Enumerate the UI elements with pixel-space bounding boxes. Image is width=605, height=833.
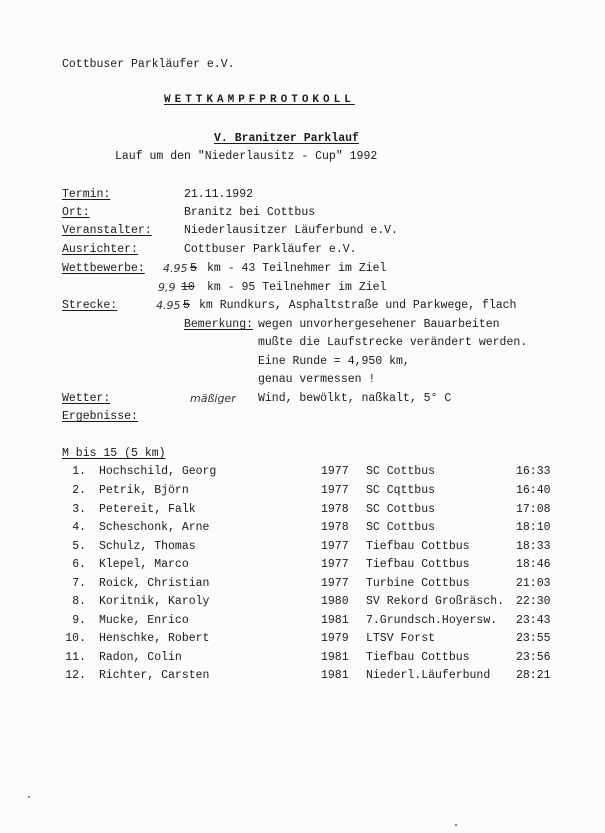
finish-time: 23:56 bbox=[516, 651, 551, 664]
table-row bbox=[0, 651, 605, 669]
birth-year: 1978 bbox=[321, 503, 349, 516]
wettbewerbe-hand-1: 4.95 bbox=[163, 262, 188, 275]
ausrichter-value: Cottbuser Parkläufer e.V. bbox=[184, 243, 357, 256]
table-row bbox=[0, 632, 605, 650]
table-row bbox=[0, 669, 605, 687]
finish-time: 22:30 bbox=[516, 595, 551, 608]
wetter-hand: mäßiger bbox=[190, 392, 236, 405]
club: SC Cottbus bbox=[366, 465, 436, 478]
wetter-value: Wind, bewölkt, naßkalt, 5° C bbox=[258, 392, 452, 405]
athlete-name: Richter, Carsten bbox=[99, 669, 210, 682]
table-row bbox=[0, 503, 605, 521]
wettbewerbe-strike-2: 10 bbox=[181, 281, 195, 294]
event-subtitle: Lauf um den "Niederlausitz - Cup" 1992 bbox=[115, 150, 378, 163]
finish-time: 17:08 bbox=[516, 503, 551, 516]
rank: 1. bbox=[72, 465, 86, 478]
athlete-name: Petrik, Björn bbox=[99, 484, 189, 497]
rank: 10. bbox=[65, 632, 86, 645]
club: SC Cottbus bbox=[366, 521, 436, 534]
rank: 8. bbox=[72, 595, 86, 608]
rank: 7. bbox=[72, 577, 86, 590]
veranstalter-value: Niederlausitzer Läuferbund e.V. bbox=[184, 224, 398, 237]
strecke-label: Strecke: bbox=[62, 299, 118, 312]
wettbewerbe-strike-1: 5 bbox=[190, 262, 197, 275]
finish-time: 16:40 bbox=[516, 484, 551, 497]
ergebnisse-label: Ergebnisse: bbox=[62, 410, 138, 423]
finish-time: 23:55 bbox=[516, 632, 551, 645]
club: Niederl.Läuferbund bbox=[366, 669, 491, 682]
club: SC Cottbus bbox=[366, 503, 436, 516]
finish-time: 21:03 bbox=[516, 577, 551, 590]
wettbewerbe-line-2: km - 95 Teilnehmer im Ziel bbox=[207, 281, 387, 294]
termin-value: 21.11.1992 bbox=[184, 188, 254, 201]
bemerkung-line-3: Eine Runde = 4,950 km, bbox=[258, 355, 410, 368]
athlete-name: Henschke, Robert bbox=[99, 632, 210, 645]
athlete-name: Klepel, Marco bbox=[99, 558, 189, 571]
rank: 5. bbox=[72, 540, 86, 553]
athlete-name: Schulz, Thomas bbox=[99, 540, 196, 553]
table-row bbox=[0, 465, 605, 483]
rank: 9. bbox=[72, 614, 86, 627]
rank: 11. bbox=[65, 651, 86, 664]
table-row bbox=[0, 521, 605, 539]
event-title: V. Branitzer Parklauf bbox=[214, 132, 359, 145]
club: 7.Grundsch.Hoyersw. bbox=[366, 614, 498, 627]
athlete-name: Mucke, Enrico bbox=[99, 614, 189, 627]
document-title: WETTKAMPFPROTOKOLL bbox=[164, 94, 355, 106]
bemerkung-line-4: genau vermessen ! bbox=[258, 373, 376, 386]
table-row bbox=[0, 614, 605, 632]
club: Tiefbau Cottbus bbox=[366, 651, 470, 664]
club: SV Rekord Großräsch. bbox=[366, 595, 505, 608]
veranstalter-label: Veranstalter: bbox=[62, 224, 152, 237]
athlete-name: Radon, Colin bbox=[99, 651, 182, 664]
bemerkung-line-2: mußte die Laufstrecke verändert werden. bbox=[258, 336, 528, 349]
athlete-name: Koritnik, Karoly bbox=[99, 595, 210, 608]
bemerkung-line-1: wegen unvorhergesehener Bauarbeiten bbox=[258, 318, 500, 331]
table-row bbox=[0, 595, 605, 613]
finish-time: 18:10 bbox=[516, 521, 551, 534]
finish-time: 18:33 bbox=[516, 540, 551, 553]
club: Turbine Cottbus bbox=[366, 577, 470, 590]
table-row bbox=[0, 558, 605, 576]
rank: 4. bbox=[72, 521, 86, 534]
birth-year: 1977 bbox=[321, 540, 349, 553]
wettbewerbe-hand-2: 9,9 bbox=[158, 281, 176, 294]
termin-label: Termin: bbox=[62, 188, 111, 201]
table-row bbox=[0, 484, 605, 502]
athlete-name: Petereit, Falk bbox=[99, 503, 196, 516]
rank: 6. bbox=[72, 558, 86, 571]
birth-year: 1980 bbox=[321, 595, 349, 608]
bemerkung-label: Bemerkung: bbox=[184, 318, 254, 331]
ort-label: Ort: bbox=[62, 206, 90, 219]
strecke-strike: 5 bbox=[183, 299, 190, 312]
wettbewerbe-label: Wettbewerbe: bbox=[62, 262, 145, 275]
finish-time: 23:43 bbox=[516, 614, 551, 627]
wettbewerbe-line-1: km - 43 Teilnehmer im Ziel bbox=[207, 262, 387, 275]
birth-year: 1981 bbox=[321, 651, 349, 664]
birth-year: 1977 bbox=[321, 465, 349, 478]
strecke-value: km Rundkurs, Asphaltstraße und Parkwege, flach bbox=[199, 299, 517, 312]
wetter-label: Wetter: bbox=[62, 392, 111, 405]
finish-time: 18:46 bbox=[516, 558, 551, 571]
athlete-name: Roick, Christian bbox=[99, 577, 210, 590]
scan-speck bbox=[28, 796, 30, 798]
strecke-hand: 4.95 bbox=[156, 299, 181, 312]
table-row bbox=[0, 577, 605, 595]
club: Tiefbau Cottbus bbox=[366, 540, 470, 553]
birth-year: 1981 bbox=[321, 669, 349, 682]
finish-time: 16:33 bbox=[516, 465, 551, 478]
ort-value: Branitz bei Cottbus bbox=[184, 206, 316, 219]
club: SC Cqttbus bbox=[366, 484, 436, 497]
birth-year: 1979 bbox=[321, 632, 349, 645]
club-header: Cottbuser Parkläufer e.V. bbox=[62, 58, 235, 71]
birth-year: 1977 bbox=[321, 558, 349, 571]
birth-year: 1977 bbox=[321, 577, 349, 590]
rank: 12. bbox=[65, 669, 86, 682]
ausrichter-label: Ausrichter: bbox=[62, 243, 138, 256]
birth-year: 1981 bbox=[321, 614, 349, 627]
scan-speck bbox=[455, 824, 457, 826]
rank: 3. bbox=[72, 503, 86, 516]
club: LTSV Forst bbox=[366, 632, 436, 645]
rank: 2. bbox=[72, 484, 86, 497]
athlete-name: Hochschild, Georg bbox=[99, 465, 217, 478]
table-row bbox=[0, 540, 605, 558]
athlete-name: Scheschonk, Arne bbox=[99, 521, 210, 534]
birth-year: 1978 bbox=[321, 521, 349, 534]
club: Tiefbau Cottbus bbox=[366, 558, 470, 571]
birth-year: 1977 bbox=[321, 484, 349, 497]
category-heading: M bis 15 (5 km) bbox=[62, 447, 166, 460]
finish-time: 28:21 bbox=[516, 669, 551, 682]
